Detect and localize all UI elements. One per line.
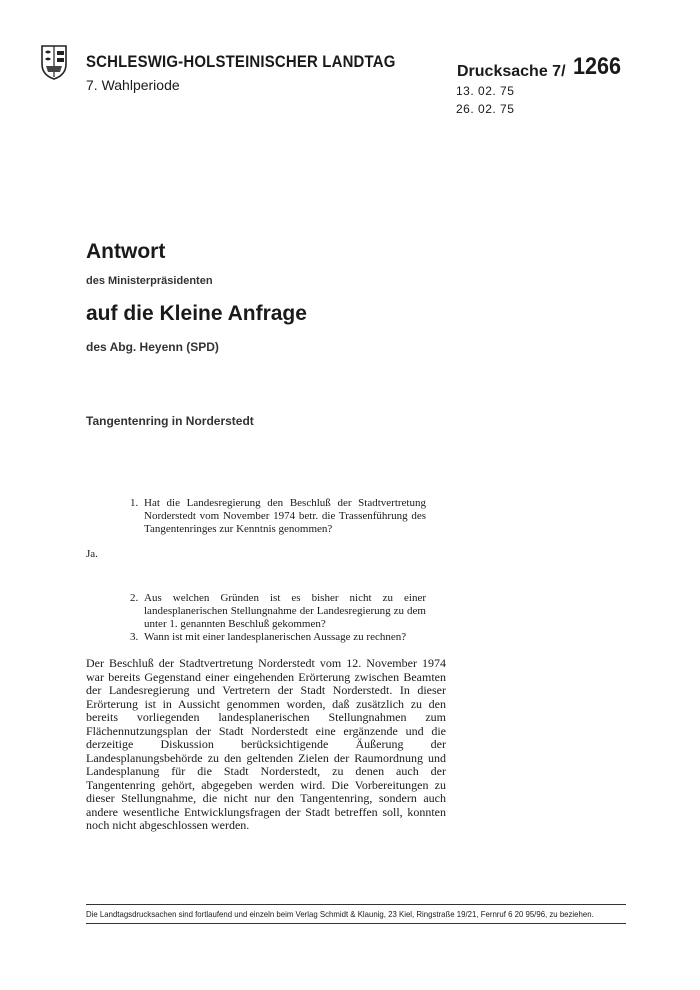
question-text: Wann ist mit einer landesplanerischen Aussage zu rechnen? bbox=[144, 631, 407, 643]
question-text: Hat die Landesregierung den Beschluß der Stadtvertretung Norderstedt vom November 1974 betr. die Trassenführung des Tangentenringes zur Kenntnis genommen? bbox=[144, 497, 426, 535]
question-1 bbox=[130, 497, 430, 537]
inquiry-heading: auf die Kleine Anfrage bbox=[86, 302, 307, 325]
document-heading: Antwort bbox=[86, 240, 166, 263]
question-number: 2. bbox=[130, 592, 139, 604]
question-3 bbox=[130, 631, 430, 645]
date-received: 13. 02. 75 bbox=[456, 84, 515, 98]
answer-2-3: Der Beschluß der Stadtvertretung Norderstedt vom 12. November 1974 war bereits Gegenstand einer eingehenden Erörterung zwischen Beamten der Landesregierung und Vertretern der Stadt Norderstedt. In dieser Erörterung ist in Aussicht genommen worden, daß zusätzlich zu den bereits vorliegenden landesplanerischen Stellungnahmen zum Flächennutzungsplan der Stadt Norderstedt eine ergänzende und die derzeitige Diskussion berücksichtigende Äußerung der Landesplanungsbehörde zu den geltenden Zielen der Raumordnung und Landesplanung für die Stadt Norderstedt, zu denen auch der Tangentenring gehört, abgegeben werden wird. Die Vorbereitungen zu dieser Stellungnahme, die nicht nur den Tangentenring, sondern auch andere wesentliche Entwicklungsfragen der Stadt betreffen soll, konnten noch nicht abgeschlossen werden. bbox=[86, 656, 446, 832]
inquiry-topic: Tangentenring in Norderstedt bbox=[86, 414, 254, 428]
coat-of-arms-icon bbox=[40, 44, 68, 80]
date-answered: 26. 02. 75 bbox=[456, 102, 515, 116]
institution-name: SCHLESWIG-HOLSTEINISCHER LANDTAG bbox=[86, 52, 396, 71]
question-number: 3. bbox=[130, 631, 139, 643]
question-number: 1. bbox=[130, 497, 139, 509]
respondent: des Ministerpräsidenten bbox=[86, 275, 213, 287]
footer-notice: Die Landtagsdrucksachen sind fortlaufend und einzeln beim Verlag Schmidt & Klaunig, 23 Kiel, Ringstraße 19/21, Fernruf 6 20 95/96, zu beziehen. bbox=[86, 909, 594, 919]
question-2 bbox=[130, 592, 430, 632]
inquiring-member: des Abg. Heyenn (SPD) bbox=[86, 340, 219, 354]
drucksache-number: 1266 bbox=[573, 53, 622, 80]
footer-divider-top bbox=[86, 904, 626, 905]
footer-divider-bottom bbox=[86, 923, 626, 924]
drucksache-label: Drucksache 7/ bbox=[457, 63, 566, 80]
answer-1: Ja. bbox=[86, 548, 98, 560]
legislative-period: 7. Wahlperiode bbox=[86, 77, 180, 93]
question-text: Aus welchen Gründen ist es bisher nicht zu einer landesplanerischen Stellungnahme der Landesregierung zu dem unter 1. genannten Beschluß gekommen? bbox=[144, 592, 426, 630]
